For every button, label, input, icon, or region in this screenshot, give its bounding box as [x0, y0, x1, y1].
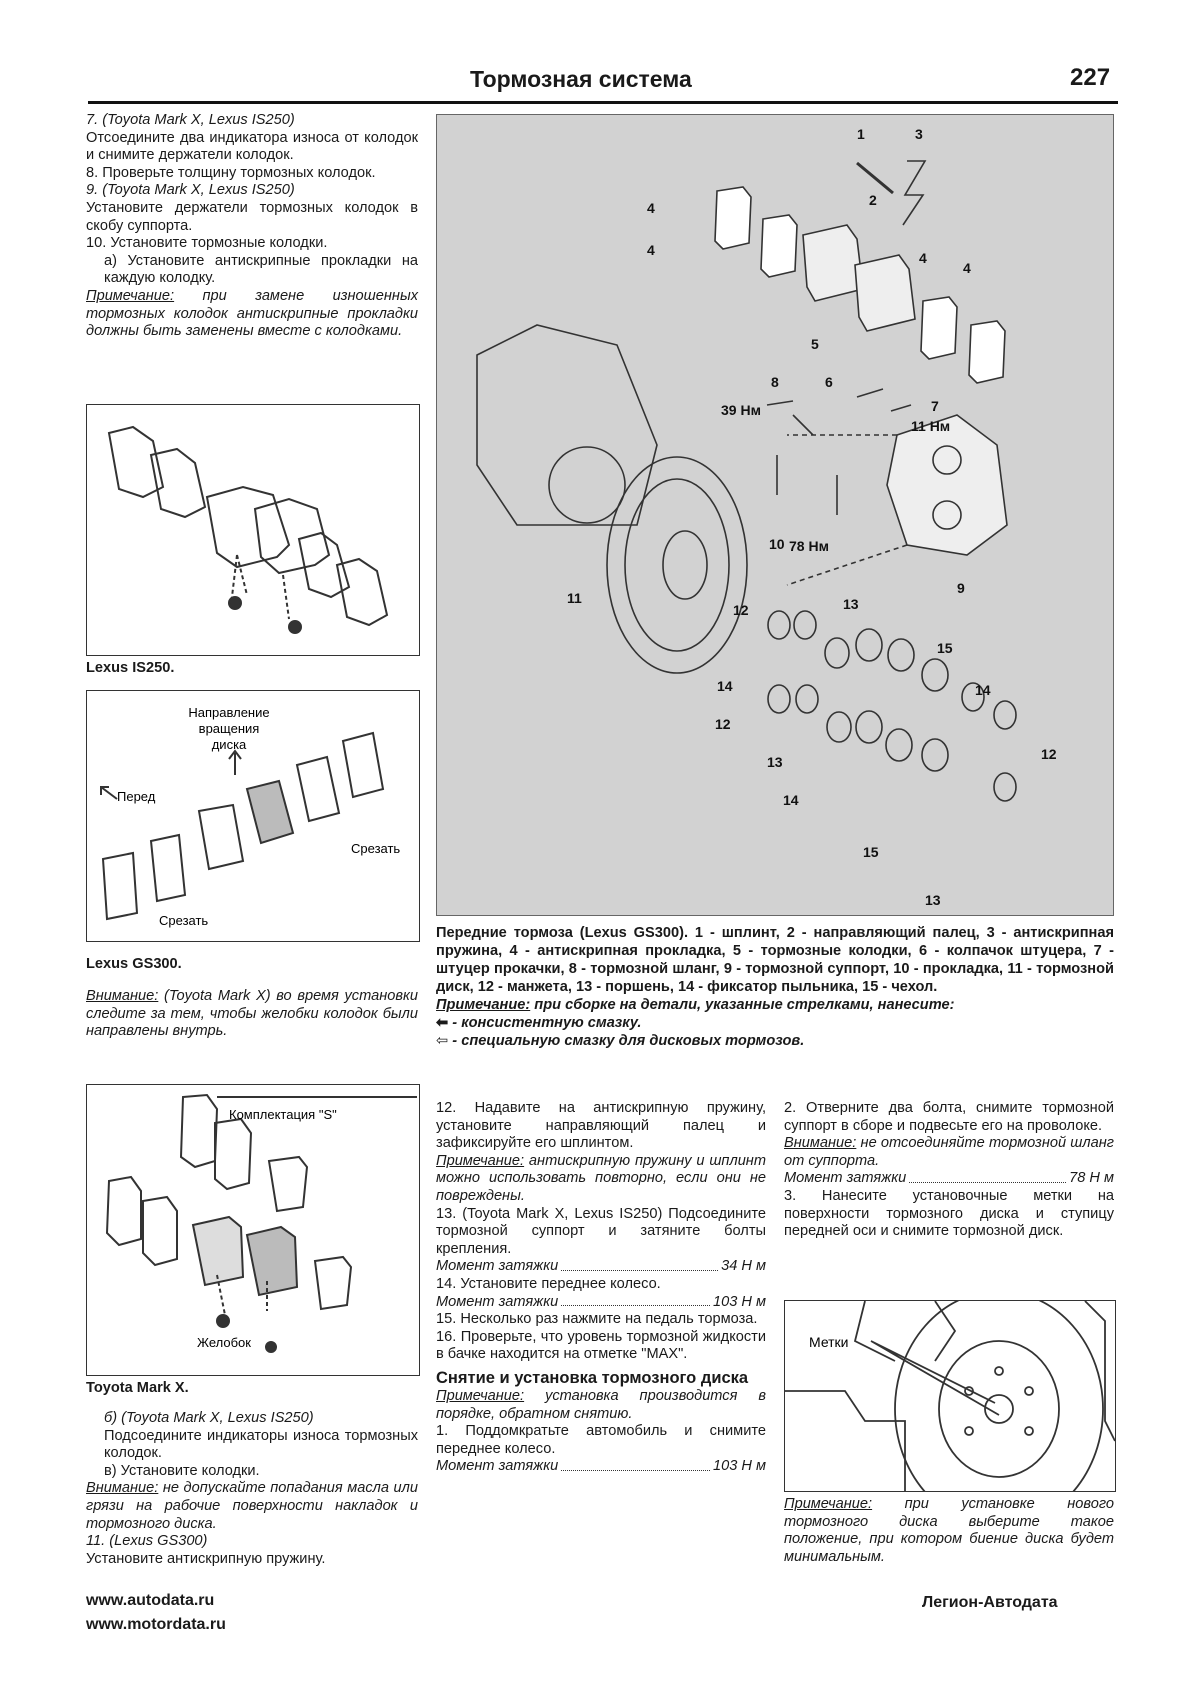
pads-orientation-drawing [87, 691, 419, 941]
label-4a: 4 [647, 200, 655, 216]
rotation-label-3: диска [211, 737, 247, 752]
left-top-text [86, 112, 418, 341]
front-label: Перед [117, 789, 156, 804]
groove-label: Желобок [197, 1335, 251, 1350]
step11-body: Установите антискрипную пружину. [86, 1550, 326, 1567]
filled-arrow-icon: ⬅ [436, 1015, 449, 1031]
torque-label-4: Момент затяжки [784, 1170, 907, 1187]
note1-label: Примечание: [86, 287, 175, 304]
fig3-caption: Toyota Mark X. [86, 1380, 189, 1396]
step7-head: 7. (Toyota Mark X, Lexus IS250) [86, 112, 295, 128]
middle-text [436, 1100, 766, 1476]
label-15b: 15 [863, 844, 879, 860]
label-13c: 13 [925, 892, 941, 908]
warning1 [86, 988, 418, 1041]
warn3-label: Внимание: [784, 1135, 857, 1152]
right-text [784, 1100, 1114, 1241]
warn2-label: Внимание: [86, 1480, 159, 1497]
torque-value-1: 34 Н м [721, 1258, 766, 1275]
footer-site-2[interactable]: www.motordata.ru [86, 1616, 226, 1633]
figure-lexus-is250 [86, 404, 420, 656]
label-4b: 4 [647, 242, 655, 258]
front-brakes-diagram [436, 114, 1114, 916]
note1 [86, 288, 418, 341]
step16: 16. Проверьте, что уровень тормозной жидкости в бачке находится на отметке "MAX". [436, 1328, 766, 1363]
rotation-label-1: Направление [188, 705, 270, 720]
disc-step1: 1. Поддомкратьте автомобиль и снимите переднее колесо. [436, 1423, 766, 1457]
torque-11: 11 Нм [911, 418, 951, 434]
note2-label: Примечание: [436, 1152, 525, 1169]
step14: 14. Установите переднее колесо. [436, 1275, 661, 1292]
cut-label-2: Срезать [159, 913, 209, 928]
legend-special-grease: - специальную смазку для дисковых тормозов. [452, 1033, 805, 1049]
torque-label-3: Момент затяжки [436, 1458, 559, 1475]
warn2-text: не допускайте попадания масла или грязи на рабочие поверхности накладок и тормозного диска. [86, 1480, 418, 1532]
torque-value-2: 103 Н м [712, 1293, 766, 1310]
disc-marks-drawing [785, 1301, 1115, 1491]
label-14a: 14 [717, 678, 733, 694]
footer-publisher: Легион-Автодата [922, 1594, 1058, 1611]
warn1-label: Внимание: [86, 988, 159, 1004]
label-8: 8 [771, 374, 779, 390]
label-3: 3 [915, 126, 923, 142]
torque-value-4: 78 Н м [1069, 1170, 1114, 1187]
header-rule [88, 101, 1118, 104]
pads-drawing [87, 405, 419, 655]
step-b-body: Подсоедините индикаторы износа тормозных колодок. [104, 1427, 418, 1462]
rotation-label-2: вращения [198, 721, 260, 736]
step9-body: Установите держатели тормозных колодок в скобу суппорта. [86, 199, 418, 234]
note4-text: при установке нового тормозного диска выберите такое положение, при котором биение диска будет минимальным. [784, 1496, 1114, 1565]
step8: 8. Проверьте толщину тормозных колодок. [86, 164, 376, 181]
kit-label: Комплектация "S" [229, 1107, 337, 1122]
caption-note-text: при сборке на детали, указанные стрелками, нанесите: [530, 997, 955, 1013]
step11-head: 11. (Lexus GS300) [86, 1533, 208, 1550]
label-12b: 12 [715, 716, 731, 732]
warn3-text: не отсоединяйте тормозной шланг от суппорта. [784, 1135, 1114, 1169]
cut-label-1: Срезать [351, 841, 401, 856]
label-15a: 15 [937, 640, 953, 656]
figure-disc-marks [784, 1300, 1116, 1492]
label-4c: 4 [919, 250, 927, 266]
label-4d: 4 [963, 260, 971, 276]
label-1: 1 [857, 126, 865, 142]
torque-label-2: Момент затяжки [436, 1293, 559, 1310]
label-9: 9 [957, 580, 965, 596]
caption-note-label: Примечание: [436, 997, 531, 1013]
step9-head: 9. (Toyota Mark X, Lexus IS250) [86, 182, 295, 199]
fig1-caption: Lexus IS250. [86, 660, 175, 676]
label-13b: 13 [767, 754, 783, 770]
section-heading: Снятие и установка тормозного диска [436, 1368, 749, 1387]
label-11: 11 [567, 590, 582, 606]
step-b-head: б) (Toyota Mark X, Lexus IS250) [104, 1410, 314, 1426]
caption-text: Передние тормоза (Lexus GS300). 1 - шплинт, 2 - направляющий палец, 3 - антискрипная пружина, 4 - антискрипная прокладка, 5 - тормозные колодки, 6 - колпачок штуцера, 7 - штуцер прокачки, 8 - тормозной шланг, 9 - тормозной суппорт, 10 - прокладка, 11 - тормозной диск, 12 - манжета, 13 - поршень, 14 - фиксатор пыльника, 15 - чехол. [436, 925, 1114, 995]
figure-toyota-mark-x [86, 1084, 420, 1376]
step10: 10. Установите тормозные колодки. [86, 235, 328, 252]
disc-step3: 3. Нанесите установочные метки на поверхности тормозного диска и ступицу передней оси и снимите тормозной диск. [784, 1187, 1114, 1240]
torque-value-3: 103 Н м [712, 1458, 766, 1475]
warn1-text: (Toyota Mark X) во время установки следите за тем, чтобы желобки колодок были направлены внутрь. [86, 988, 418, 1040]
note3-label: Примечание: [436, 1387, 525, 1404]
step7-body: Отсоедините два индикатора износа от колодок и снимите держатели колодок. [86, 129, 418, 164]
footer-site-1[interactable]: www.autodata.ru [86, 1592, 215, 1609]
disc-step2: 2. Отверните два болта, снимите тормозной суппорт в сборе и подвесьте его на проволоке. [784, 1100, 1114, 1134]
label-12c: 12 [1041, 746, 1057, 762]
torque-label-1: Момент затяжки [436, 1258, 559, 1275]
label-10: 10 [769, 536, 785, 552]
label-13a: 13 [843, 596, 859, 612]
label-7: 7 [931, 398, 939, 414]
legend-grease: - консистентную смазку. [452, 1015, 642, 1031]
left-bottom-text [86, 1410, 418, 1568]
step10a: а) Установите антискрипные прокладки на каждую колодку. [104, 252, 418, 287]
marks-label: Метки [809, 1334, 849, 1350]
exploded-view [437, 115, 1113, 915]
note1-text: при замене изношенных тормозных колодок антискрипные прокладки должны быть заменены вместе с колодками. [86, 287, 418, 340]
note4-label: Примечание: [784, 1496, 873, 1512]
label-6: 6 [825, 374, 833, 390]
page-number: 227 [1070, 64, 1111, 91]
figure-lexus-gs300 [86, 690, 420, 942]
torque-78: 78 Нм [789, 538, 829, 554]
page-title: Тормозная система [470, 66, 692, 92]
label-12a: 12 [733, 602, 749, 618]
label-14b: 14 [975, 682, 991, 698]
note4 [784, 1496, 1114, 1566]
torque-39: 39 Нм [721, 402, 761, 418]
step15: 15. Несколько раз нажмите на педаль тормоза. [436, 1311, 758, 1328]
step-v: в) Установите колодки. [104, 1462, 260, 1479]
fig2-caption: Lexus GS300. [86, 956, 182, 972]
note3-text: установка производится в порядке, обратном снятию. [436, 1387, 766, 1422]
diagram-caption [436, 924, 1114, 1050]
step12: 12. Надавите на антискрипную пружину, установите направляющий палец и зафиксируйте его шплинтом. [436, 1100, 766, 1152]
hollow-arrow-icon: ⇦ [436, 1033, 449, 1049]
pads-kit-drawing [87, 1085, 419, 1375]
note2-text: антискрипную пружину и шплинт можно использовать повторно, если они не повреждены. [436, 1152, 766, 1204]
label-5: 5 [811, 336, 819, 352]
label-14c: 14 [783, 792, 799, 808]
label-2: 2 [869, 192, 877, 208]
step13: 13. (Toyota Mark X, Lexus IS250) Подсоедините тормозной суппорт и затяните болты крепления. [436, 1205, 766, 1257]
